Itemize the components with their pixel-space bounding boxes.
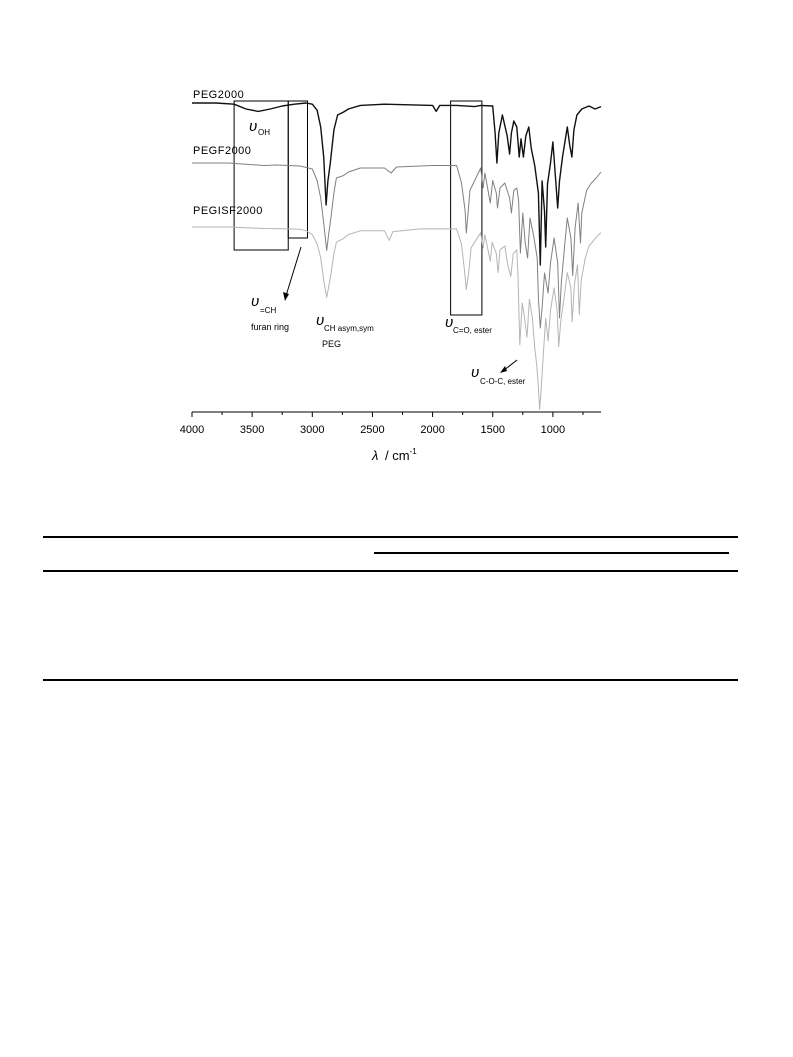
x-axis-label-exponent: -1 [409,447,417,456]
x-axis-ticks [180,412,583,436]
annotation-v-oh-symbol: υ [249,118,258,135]
x-tick-label: 3000 [300,424,325,436]
annotation-v-ch-furan-note: furan ring [251,322,290,332]
x-axis-label-symbol: λ [372,448,379,463]
x-axis-label-unit: cm [392,448,410,463]
arrow-head-coc-ester [500,366,507,373]
table-top-rule [43,536,738,538]
ftir-spectra-chart [0,0,793,480]
annotation-v-ch-furan-sub: =CH [260,306,277,315]
x-axis-label: λ / $cm^{-1}$ [372,447,417,463]
carbonyl-region-box [451,101,482,315]
annotation-v-ch-peg [316,312,374,349]
annotation-v-ch-peg-symbol: υ [316,312,325,329]
annotation-v-co-ester-sub: C=O, ester [453,326,492,335]
annotation-v-ch-furan [251,247,301,332]
table-group-rule [374,552,729,554]
ch-furan-region-box [288,101,307,238]
arrow-ch-furan [285,247,301,299]
arrow-head-ch-furan [283,292,289,301]
series-label-pegisf2000: PEGISF2000 [193,205,263,217]
x-tick-label: 1000 [540,424,566,436]
x-tick-label: 2000 [420,424,445,436]
x-tick-label: 3500 [239,424,265,436]
annotation-v-ch-peg-note: PEG [322,339,342,349]
x-tick-label: 4000 [179,424,205,436]
table-bottom-rule [43,679,738,681]
annotation-v-co-ester-symbol: υ [445,314,454,331]
annotation-v-coc-ester-sub: C-O-C, ester [480,377,526,386]
annotation-v-coc-ester [471,360,526,386]
annotation-v-co-ester [445,314,492,335]
x-tick-label: 2500 [360,424,385,436]
table-header-rule [43,570,738,572]
spectra-series [192,103,601,409]
annotation-v-oh-sub: OH [258,128,270,137]
region-boxes [234,101,482,315]
annotation-v-oh [249,118,270,137]
annotation-v-coc-ester-symbol: υ [471,364,480,381]
annotation-v-ch-peg-sub: CH asym,sym [324,324,374,333]
annotation-v-ch-furan-symbol: υ [251,293,260,310]
x-tick-label: 1500 [480,424,505,436]
series-label-peg2000: PEG2000 [193,89,245,101]
series-label-pegf2000: PEGF2000 [193,145,252,157]
